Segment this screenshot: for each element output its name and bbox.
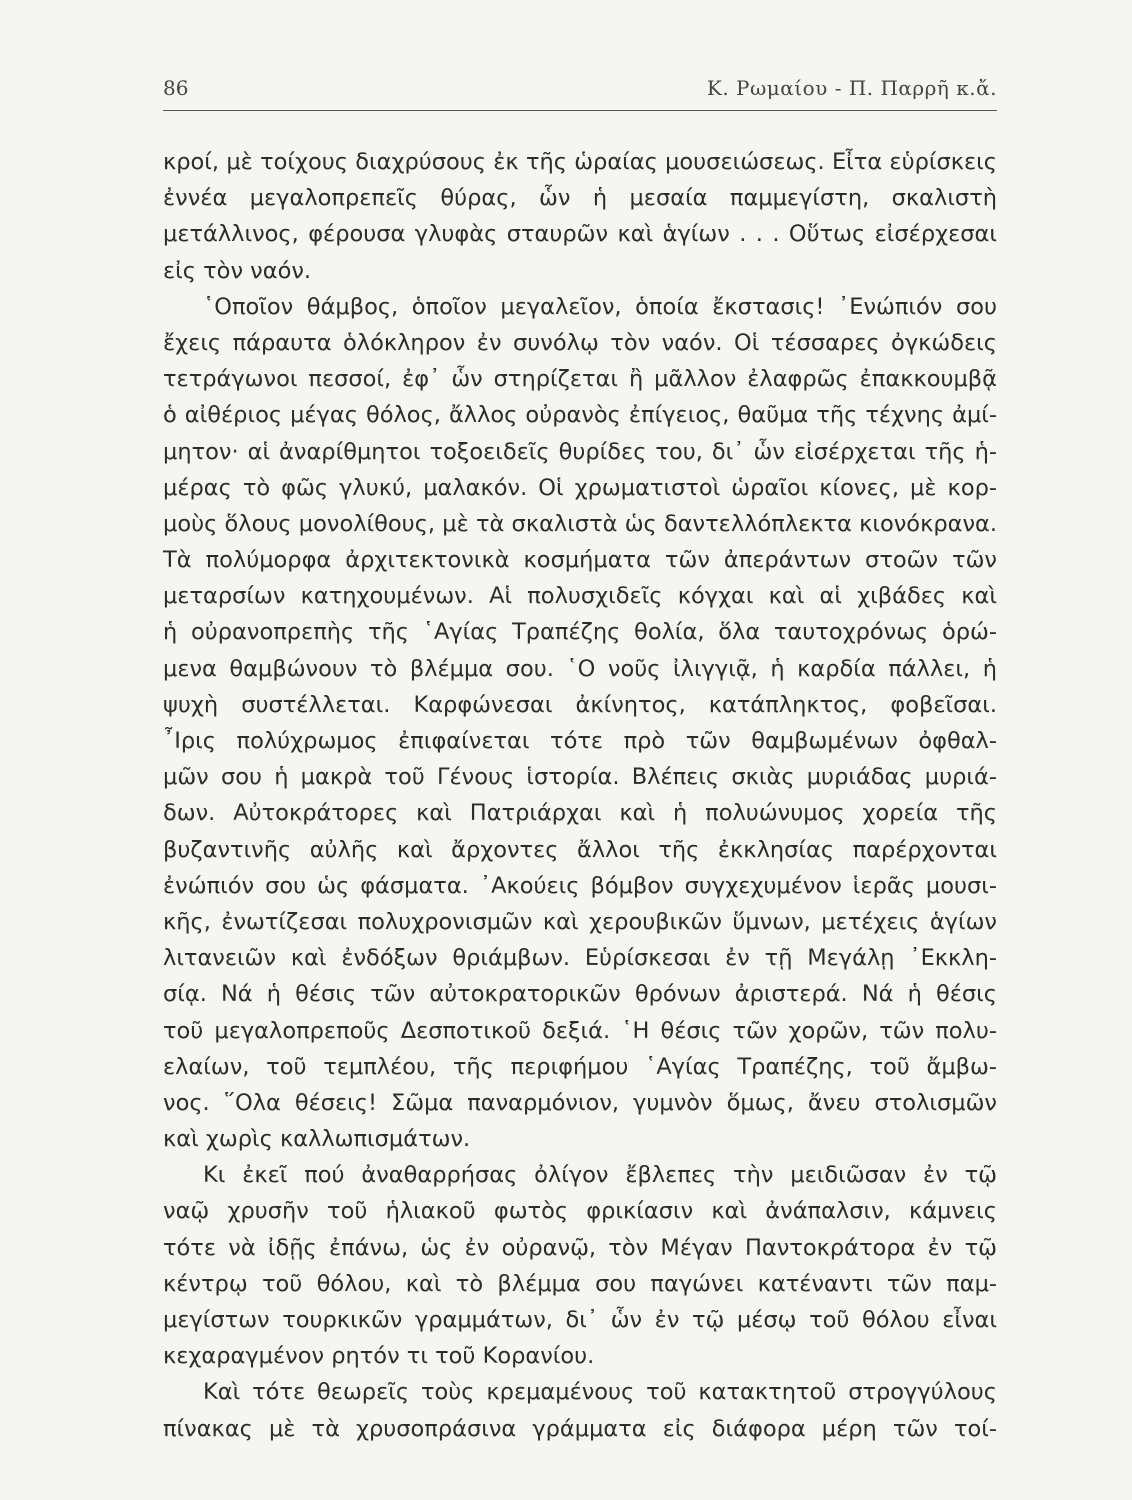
text-line: κῆς, ἐνωτίζεσαι πολυχρονισμῶν καὶ χερουβικῶν ὕμνων, μετέχεις ἁγίων [163, 908, 997, 935]
text-line: ὁ αἰθέριος μέγας θόλος, ἄλλος οὐρανὸς ἐπίγειος, θαῦμα τῆς τέχνης ἀμί- [163, 402, 997, 429]
text-line: ελαίων, τοῦ τεμπλέου, τῆς περιφήμου ῾Αγίας Τραπέζης, τοῦ ἄμβω- [163, 1053, 997, 1080]
text-line: μοὺς ὅλους μονολίθους, μὲ τὰ σκαλιστὰ ὡς δαντελλόπλεκτα κιονόκρανα. [163, 510, 997, 537]
text-line: ῏Ιρις πολύχρωμος ἐπιφαίνεται τότε πρὸ τῶν θαμβωμένων ὀφθαλ- [163, 728, 997, 754]
text-line: ἡ οὐρανοπρεπὴς τῆς ῾Αγίας Τραπέζης θολία, ὅλα ταυτοχρόνως ὁρώ- [163, 619, 997, 646]
page-number: 86 [163, 76, 189, 100]
page-header [163, 76, 997, 106]
text-line: ῾Οποῖον θάμβος, ὁποῖον μεγαλεῖον, ὁποία ἔκστασις! ᾽Ενώπιόν σου [203, 293, 997, 320]
text-line: ἐνώπιόν σου ὡς φάσματα. ᾽Ακούεις βόμβον συγχεχυμένον ἱερᾶς μουσι- [163, 872, 997, 899]
text-line: μητον· αἱ ἀναρίθμητοι τοξοειδεῖς θυρίδες του, δι᾽ ὧν εἰσέρχεται τῆς ἡ- [163, 438, 997, 465]
text-line: Κι ἐκεῖ πού ἀναθαρρήσας ὀλίγον ἔβλεπες τὴν μειδιῶσαν ἐν τῷ [203, 1162, 997, 1189]
text-line: μέρας τὸ φῶς γλυκύ, μαλακόν. Οἱ χρωματιστοὶ ὡραῖοι κίονες, μὲ κορ- [163, 474, 997, 501]
text-line: σίᾳ. Νά ἡ θέσις τῶν αὐτοκρατορικῶν θρόνων ἀριστερά. Νά ἡ θέσις [163, 981, 997, 1008]
text-line: δων. Αὐτοκράτορες καὶ Πατριάρχαι καὶ ἡ πολυώνυμος χορεία τῆς [163, 800, 997, 827]
text-line: μεταρσίων κατηχουμένων. Αἱ πολυσχιδεῖς κόγχαι καὶ αἱ χιβάδες καὶ [163, 583, 997, 610]
text-line: καὶ χωρὶς καλλωπισμάτων. [163, 1126, 471, 1153]
text-line: μετάλλινος, φέρουσα γλυφὰς σταυρῶν καὶ ἁγίων . . . Οὕτως εἰσέρχεσαι [163, 221, 997, 248]
text-line: λιτανειῶν καὶ ἐνδόξων θριάμβων. Εὑρίσκεσαι ἐν τῇ Μεγάλῃ ᾽Εκκλη- [163, 945, 997, 972]
text-line: Τὰ πολύμορφα ἀρχιτεκτονικὰ κοσμήματα τῶν ἀπεράντων στοῶν τῶν [163, 547, 997, 574]
body-text [163, 144, 997, 1447]
text-line: Καὶ τότε θεωρεῖς τοὺς κρεμαμένους τοῦ κατακτητοῦ στρογγύλους [203, 1379, 997, 1406]
text-line: μῶν σου ἡ μακρὰ τοῦ Γένους ἱστορία. Βλέπεις σκιὰς μυριάδας μυριά- [163, 764, 997, 791]
text-line: μεγίστων τουρκικῶν γραμμάτων, δι᾽ ὧν ἐν τῷ μέσῳ τοῦ θόλου εἶναι [163, 1307, 997, 1333]
text-line: ψυχὴ συστέλλεται. Καρφώνεσαι ἀκίνητος, κατάπληκτος, φοβεῖσαι. [163, 691, 997, 718]
text-line: κροί, μὲ τοίχους διαχρύσους ἐκ τῆς ὡραίας μουσειώσεως. Εἶτα εὑρίσκεις [163, 149, 997, 175]
text-line: κέντρῳ τοῦ θόλου, καὶ τὸ βλέμμα σου παγώνει κατέναντι τῶν παμ- [163, 1270, 997, 1297]
text-line: ἔχεις πάραυτα ὁλόκληρον ἐν συνόλῳ τὸν ναόν. Οἱ τέσσαρες ὀγκώδεις [163, 329, 997, 356]
text-line: νος. ῞Ολα θέσεις! Σῶμα παναρμόνιον, γυμνὸν ὅμως, ἄνευ στολισμῶν [163, 1089, 997, 1116]
text-line: τετράγωνοι πεσσοί, ἐφ᾽ ὧν στηρίζεται ἢ μᾶλλον ἐλαφρῶς ἐπακκουμβᾷ [163, 366, 997, 393]
text-line: κεχαραγμένον ρητόν τι τοῦ Κορανίου. [163, 1343, 595, 1370]
text-line: εἰς τὸν ναόν. [163, 257, 312, 284]
running-head: Κ. Ρωμαίου - Π. Παρρῆ κ.ἄ. [706, 76, 997, 100]
text-line: ναῷ χρυσῆν τοῦ ἡλιακοῦ φωτὸς φρικίασιν καὶ ἀνάπαλσιν, κάμνεις [163, 1198, 997, 1225]
text-line: ἐννέα μεγαλοπρεπεῖς θύρας, ὧν ἡ μεσαία παμμεγίστη, σκαλιστὴ [163, 185, 997, 212]
text-line: τοῦ μεγαλοπρεποῦς Δεσποτικοῦ δεξιά. ῾Η θέσις τῶν χορῶν, τῶν πολυ- [163, 1017, 997, 1044]
text-line: βυζαντινῆς αὐλῆς καὶ ἄρχοντες ἄλλοι τῆς ἐκκλησίας παρέρχονται [163, 836, 997, 863]
text-line: μενα θαμβώνουν τὸ βλέμμα σου. ῾Ο νοῦς ἰλιγγιᾷ, ἡ καρδία πάλλει, ἡ [163, 655, 997, 682]
text-line: τότε νὰ ἰδῇς ἐπάνω, ὡς ἐν οὐρανῷ, τὸν Μέγαν Παντοκράτορα ἐν τῷ [163, 1234, 997, 1261]
header-rule [163, 110, 997, 111]
text-line: πίνακας μὲ τὰ χρυσοπράσινα γράμματα εἰς διάφορα μέρη τῶν τοί- [163, 1415, 997, 1442]
